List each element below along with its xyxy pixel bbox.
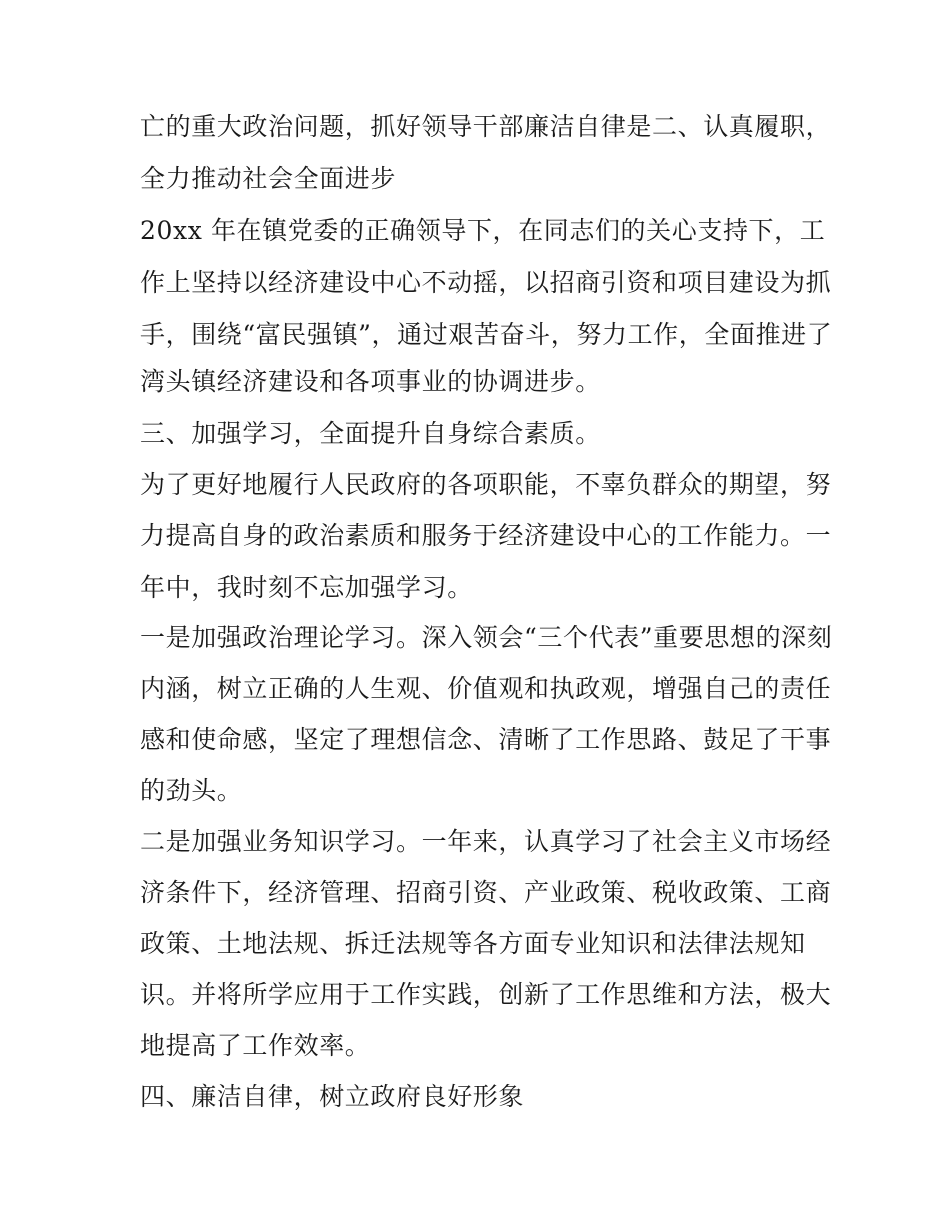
- text-line: 地提高了工作效率。: [140, 1031, 371, 1060]
- text-line: 作上坚持以经济建设中心不动摇，以招商引资和项目建设为抓: [140, 268, 832, 297]
- text-line: 亡的重大政治问题，抓好领导干部廉洁自律是二、认真履职，: [140, 112, 832, 141]
- text-line: 湾头镇经济建设和各项事业的协调进步。: [140, 367, 601, 396]
- text-line: 一是加强政治理论学习。深入领会“三个代表”重要思想的深刻: [140, 623, 833, 652]
- text-line: 二是加强业务知识学习。一年来，认真学习了社会主义市场经: [140, 827, 832, 856]
- text-line: 识。并将所学应用于工作实践，创新了工作思维和方法，极大: [140, 980, 832, 1009]
- text-line: 感和使命感，坚定了理想信念、清晰了工作思路、鼓足了干事: [140, 725, 832, 754]
- text-line: 的劲头。: [140, 776, 243, 805]
- text-line: 力提高自身的政治素质和服务于经济建设中心的工作能力。一: [140, 521, 832, 550]
- section-heading: 三、加强学习，全面提升自身综合素质。: [140, 419, 601, 448]
- text-line: 济条件下，经济管理、招商引资、产业政策、税收政策、工商: [140, 878, 832, 907]
- text-line: 政策、土地法规、拆迁法规等各方面专业知识和法律法规知: [140, 929, 806, 958]
- text-line: 为了更好地履行人民政府的各项职能，不辜负群众的期望，努: [140, 470, 832, 499]
- text-line: 20xx 年在镇党委的正确领导下，在同志们的关心支持下，工: [140, 216, 826, 245]
- section-heading: 四、廉洁自律，树立政府良好形象: [140, 1082, 525, 1111]
- text-line: 手，围绕“富民强镇”，通过艰苦奋斗，努力工作，全面推进了: [140, 320, 833, 349]
- text-line: 内涵，树立正确的人生观、价值观和执政观，增强自己的责任: [140, 674, 832, 703]
- text-line: 年中，我时刻不忘加强学习。: [140, 573, 473, 602]
- text-line: 全力推动社会全面进步: [140, 164, 397, 193]
